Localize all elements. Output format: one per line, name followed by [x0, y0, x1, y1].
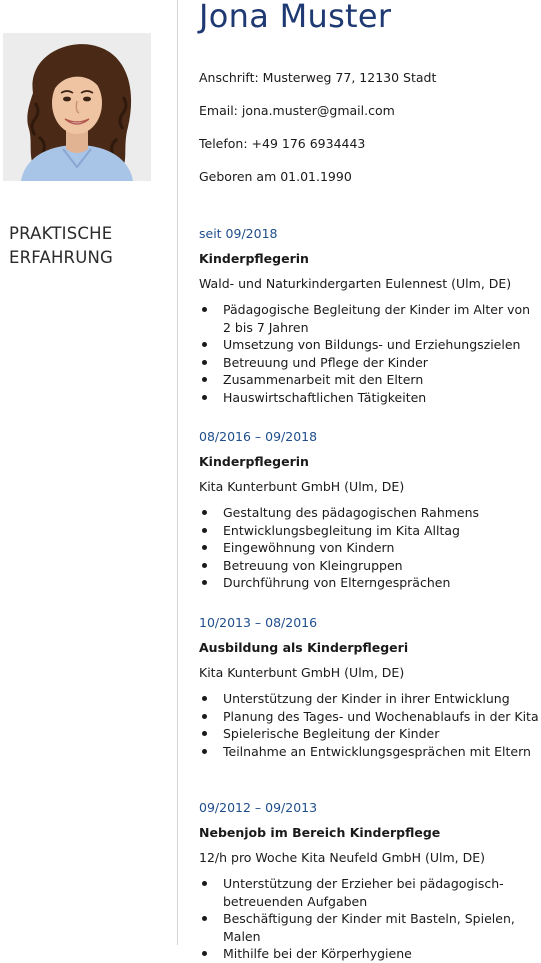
experience-task: Umsetzung von Bildungs- und Erziehungszielen	[199, 336, 539, 354]
experience-task: Beschäftigung der Kinder mit Basteln, Spielen, Malen	[199, 910, 539, 945]
experience-employer: 12/h pro Woche Kita Neufeld GmbH (Ulm, DE)	[199, 850, 485, 865]
experience-entry	[199, 428, 539, 592]
experience-date: seit 09/2018	[199, 226, 278, 241]
column-divider	[177, 0, 178, 945]
experience-entry	[199, 225, 539, 407]
experience-task: Hauswirtschaftlichen Tätigkeiten	[199, 389, 539, 407]
experience-task: Betreuung und Pflege der Kinder	[199, 354, 539, 372]
experience-title: Kinderpflegerin	[199, 454, 309, 469]
contact-birthdate: Geboren am 01.01.1990	[199, 169, 352, 184]
section-heading-line: PRAKTISCHE	[9, 224, 113, 243]
section-heading-line: ERFAHRUNG	[9, 248, 114, 267]
experience-task: Spielerische Begleitung der Kinder	[199, 725, 539, 743]
experience-employer: Kita Kunterbunt GmbH (Ulm, DE)	[199, 479, 405, 494]
experience-task: Mithilfe bei der Körperhygiene	[199, 945, 539, 963]
experience-task: Betreuung von Kleingruppen	[199, 557, 539, 575]
experience-entry	[199, 799, 539, 963]
experience-task: Teilnahme an Entwicklungsgesprächen mit Eltern	[199, 743, 539, 761]
experience-task: Planung des Tages- und Wochenablaufs in der Kita	[199, 708, 539, 726]
experience-task-list	[199, 301, 539, 407]
experience-task-list	[199, 504, 539, 592]
experience-date: 10/2013 – 08/2016	[199, 615, 318, 630]
experience-task: Pädagogische Begleitung der Kinder im Alter von 2 bis 7 Jahren	[199, 301, 539, 336]
profile-photo	[3, 33, 151, 181]
experience-task: Eingewöhnung von Kindern	[199, 539, 539, 557]
candidate-name: Jona Muster	[199, 0, 392, 35]
experience-title: Nebenjob im Bereich Kinderpflege	[199, 825, 441, 840]
contact-address: Anschrift: Musterweg 77, 12130 Stadt	[199, 70, 437, 85]
experience-task: Zusammenarbeit mit den Eltern	[199, 371, 539, 389]
experience-task: Durchführung von Elterngesprächen	[199, 574, 539, 592]
contact-phone: Telefon: +49 176 6934443	[199, 136, 366, 151]
experience-employer: Kita Kunterbunt GmbH (Ulm, DE)	[199, 665, 405, 680]
profile-photo-image	[3, 33, 151, 181]
experience-employer: Wald- und Naturkindergarten Eulennest (Ulm, DE)	[199, 276, 512, 291]
experience-task-list	[199, 875, 539, 963]
experience-task-list	[199, 690, 539, 760]
experience-task: Unterstützung der Kinder in ihrer Entwicklung	[199, 690, 539, 708]
experience-task: Gestaltung des pädagogischen Rahmens	[199, 504, 539, 522]
experience-date: 09/2012 – 09/2013	[199, 800, 318, 815]
experience-title: Ausbildung als Kinderpflegeri	[199, 640, 409, 655]
experience-task: Entwicklungsbegleitung im Kita Alltag	[199, 522, 539, 540]
experience-title: Kinderpflegerin	[199, 251, 309, 266]
contact-email: Email: jona.muster@gmail.com	[199, 103, 395, 118]
section-heading-experience	[9, 222, 113, 270]
experience-task: Unterstützung der Erzieher bei pädagogisch-betreuenden Aufgaben	[199, 875, 539, 910]
experience-entry	[199, 614, 539, 760]
experience-date: 08/2016 – 09/2018	[199, 429, 318, 444]
